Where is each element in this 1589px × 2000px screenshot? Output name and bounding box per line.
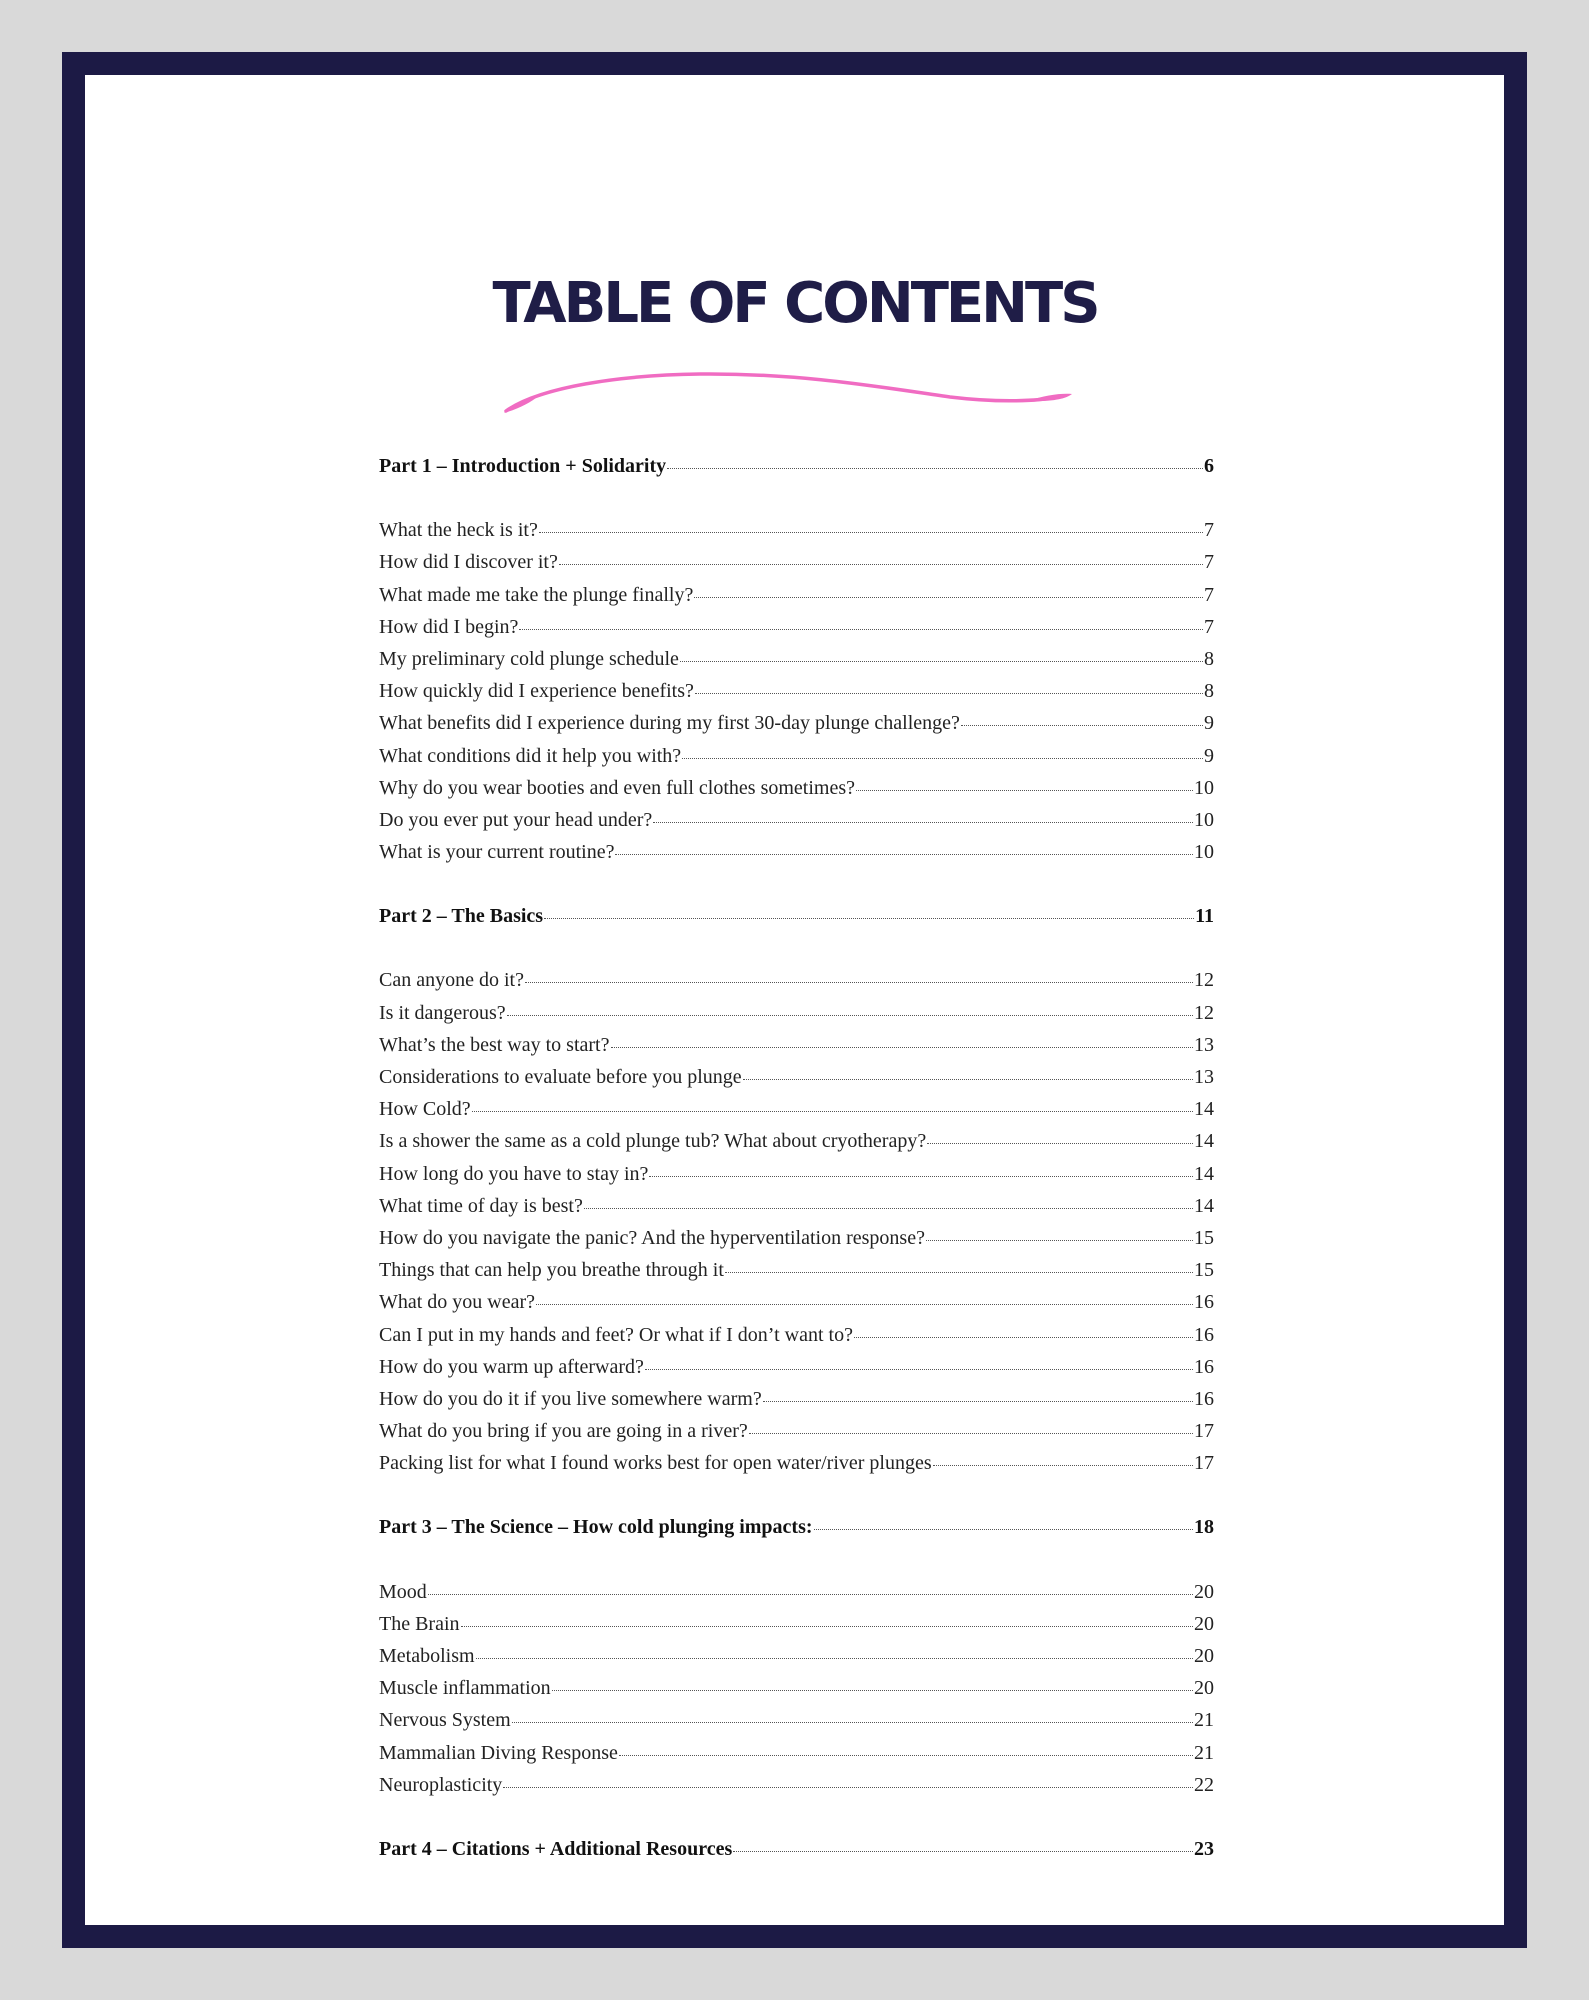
toc-part-heading[interactable] (379, 1516, 1214, 1548)
dot-leader (695, 693, 1203, 694)
toc-entry[interactable] (379, 1356, 1214, 1388)
dot-leader (649, 1176, 1193, 1177)
toc-page-number: 10 (1194, 841, 1214, 864)
toc-page-number: 15 (1194, 1226, 1214, 1249)
toc-page-number: 14 (1194, 1130, 1214, 1153)
toc-entry-title: How did I discover it? (379, 551, 558, 574)
toc-page-number: 16 (1194, 1323, 1214, 1346)
page-title: TABLE OF CONTENTS (492, 271, 1098, 336)
dot-leader (552, 1690, 1193, 1691)
dot-leader (539, 532, 1203, 533)
toc-entry[interactable] (379, 584, 1214, 616)
dot-leader (749, 1433, 1193, 1434)
toc-entry-title: Why do you wear booties and even full clothes sometimes? (379, 776, 855, 799)
dot-leader (743, 1079, 1193, 1080)
toc-entry[interactable] (379, 1742, 1214, 1774)
toc-page-number: 9 (1204, 712, 1214, 735)
dot-leader (428, 1594, 1193, 1595)
toc-entry-title: Muscle inflammation (379, 1677, 551, 1700)
toc-entry-title: What’s the best way to start? (379, 1033, 610, 1056)
dot-leader (525, 982, 1193, 983)
toc-page-number: 23 (1194, 1837, 1214, 1860)
toc-entry[interactable] (379, 1645, 1214, 1677)
dot-leader (584, 1208, 1193, 1209)
dot-leader (615, 854, 1193, 855)
dot-leader (961, 725, 1203, 726)
toc-entry-title: What is your current routine? (379, 841, 615, 864)
section-spacer (379, 1484, 1214, 1516)
toc-page-number: 15 (1194, 1259, 1214, 1282)
document-page (85, 75, 1504, 1925)
toc-entry[interactable] (379, 1195, 1214, 1227)
toc-page-number: 21 (1194, 1741, 1214, 1764)
dot-leader (472, 1111, 1193, 1112)
toc-page-number: 16 (1194, 1291, 1214, 1314)
toc-entry-title: Mammalian Diving Response (379, 1741, 618, 1764)
dot-leader (559, 564, 1203, 565)
toc-page-number: 18 (1194, 1516, 1214, 1539)
toc-entry-title: Things that can help you breathe through it (379, 1259, 724, 1282)
dot-leader (733, 1851, 1193, 1852)
toc-page-number: 20 (1194, 1612, 1214, 1635)
toc-entry[interactable] (379, 1388, 1214, 1420)
dot-leader (544, 918, 1194, 919)
toc-entry-title: Metabolism (379, 1645, 475, 1667)
dot-leader (933, 1465, 1193, 1466)
section-spacer (379, 937, 1214, 969)
toc-entry[interactable] (379, 1259, 1214, 1291)
toc-entry-title: What made me take the plunge finally? (379, 583, 694, 606)
toc-page-number: 21 (1194, 1709, 1214, 1732)
toc-page-number: 10 (1194, 808, 1214, 831)
toc-entry-title: How long do you have to stay in? (379, 1162, 649, 1185)
toc-entry[interactable] (379, 1034, 1214, 1066)
toc-entry-title: Can anyone do it? (379, 969, 524, 992)
toc-entry-title: Neuroplasticity (379, 1773, 503, 1796)
toc-entry-title: What do you bring if you are going in a river? (379, 1420, 748, 1443)
toc-page-number: 16 (1194, 1387, 1214, 1410)
toc-entry-title: What the heck is it? (379, 519, 538, 542)
toc-page-number: 10 (1194, 776, 1214, 799)
dot-leader (512, 1722, 1193, 1723)
toc-entry[interactable] (379, 616, 1214, 648)
dot-leader (694, 597, 1203, 598)
toc-page-number: 13 (1194, 1033, 1214, 1056)
toc-entry[interactable] (379, 648, 1214, 680)
toc-entry[interactable] (379, 712, 1214, 744)
toc-page-number: 20 (1194, 1645, 1214, 1667)
toc-entry[interactable] (379, 1098, 1214, 1130)
toc-entry-title: How do you navigate the panic? And the hyperventilation response? (379, 1226, 925, 1249)
section-spacer (379, 1806, 1214, 1838)
toc-entry[interactable] (379, 1066, 1214, 1098)
dot-leader (725, 1272, 1193, 1273)
toc-page-number: 14 (1194, 1162, 1214, 1185)
toc-entry[interactable] (379, 745, 1214, 777)
toc-entry-title: How Cold? (379, 1098, 471, 1121)
toc-entry-title: What benefits did I experience during my first 30-day plunge challenge? (379, 712, 960, 735)
toc-entry[interactable] (379, 1677, 1214, 1709)
toc-entry-title: Part 4 – Citations + Additional Resources (379, 1837, 733, 1860)
toc-page-number: 20 (1194, 1580, 1214, 1603)
toc-entry-title: Mood (379, 1580, 427, 1603)
dot-leader (680, 661, 1203, 662)
dot-leader (619, 1755, 1193, 1756)
dot-leader (667, 468, 1203, 469)
toc-entry-title: My preliminary cold plunge schedule (379, 647, 679, 670)
toc-entry[interactable] (379, 1581, 1214, 1613)
dot-leader (927, 1143, 1193, 1144)
toc-entry[interactable] (379, 551, 1214, 583)
toc-entry[interactable] (379, 1130, 1214, 1162)
dot-leader (503, 1787, 1193, 1788)
dot-leader (507, 1015, 1193, 1016)
toc-entry[interactable] (379, 1002, 1214, 1034)
toc-entry-title: What do you wear? (379, 1291, 536, 1314)
toc-entry-title: The Brain (379, 1612, 460, 1635)
toc-part-heading[interactable] (379, 905, 1214, 937)
dot-leader (856, 790, 1193, 791)
toc-page-number: 17 (1194, 1420, 1214, 1443)
toc-page-number: 14 (1194, 1098, 1214, 1121)
toc-page-number: 16 (1194, 1355, 1214, 1378)
dot-leader (645, 1369, 1193, 1370)
toc-entry-title: What time of day is best? (379, 1194, 583, 1217)
toc-page-number: 8 (1204, 680, 1214, 703)
toc-page-number: 8 (1204, 647, 1214, 670)
toc-entry[interactable] (379, 1452, 1214, 1484)
dot-leader (926, 1240, 1193, 1241)
toc-entry[interactable] (379, 1163, 1214, 1195)
dot-leader (611, 1047, 1194, 1048)
toc-entry-title: How quickly did I experience benefits? (379, 680, 694, 703)
section-spacer (379, 873, 1214, 905)
toc-entry[interactable] (379, 1324, 1214, 1356)
toc-entry-title: Considerations to evaluate before you plunge (379, 1066, 742, 1088)
toc-page-number: 7 (1204, 583, 1214, 606)
decorative-swoosh (500, 365, 1100, 425)
dot-leader (461, 1626, 1193, 1627)
toc-entry[interactable] (379, 1291, 1214, 1323)
toc-entry-title: Packing list for what I found works best for open water/river plunges (379, 1452, 932, 1475)
dot-leader (814, 1529, 1193, 1530)
toc-entry-title: Part 3 – The Science – How cold plunging impacts: (379, 1516, 813, 1539)
toc-page-number: 7 (1204, 551, 1214, 574)
toc-entry[interactable] (379, 1709, 1214, 1741)
toc-entry-title: What conditions did it help you with? (379, 744, 682, 767)
toc-page-number: 7 (1204, 615, 1214, 638)
toc-page-number: 12 (1194, 1001, 1214, 1024)
toc-entry-title: Is a shower the same as a cold plunge tub? What about cryotherapy? (379, 1130, 927, 1153)
toc-page-number: 14 (1194, 1194, 1214, 1217)
toc-entry-title: Part 1 – Introduction + Solidarity (379, 455, 667, 477)
section-spacer (379, 1549, 1214, 1581)
toc-entry-title: Part 2 – The Basics (379, 905, 544, 928)
dot-leader (536, 1304, 1193, 1305)
toc-entry-title: How did I begin? (379, 615, 519, 638)
toc-part-heading[interactable] (379, 1838, 1214, 1870)
dot-leader (519, 629, 1203, 630)
table-of-contents (379, 455, 1214, 1870)
toc-page-number: 22 (1194, 1773, 1214, 1796)
toc-entry-title: How do you do it if you live somewhere warm? (379, 1387, 762, 1410)
toc-page-number: 17 (1194, 1452, 1214, 1475)
toc-page-number: 20 (1194, 1677, 1214, 1700)
dot-leader (476, 1658, 1193, 1659)
toc-page-number: 7 (1204, 519, 1214, 542)
toc-entry[interactable] (379, 1420, 1214, 1452)
toc-page-number: 12 (1194, 969, 1214, 992)
toc-entry-title: Nervous System (379, 1709, 511, 1732)
toc-entry[interactable] (379, 680, 1214, 712)
toc-page-number: 6 (1204, 455, 1214, 477)
toc-part-heading[interactable] (379, 455, 1214, 487)
toc-entry-title: How do you warm up afterward? (379, 1355, 644, 1378)
dot-leader (653, 822, 1193, 823)
dot-leader (854, 1337, 1193, 1338)
toc-entry[interactable] (379, 969, 1214, 1001)
page-border (62, 52, 1527, 1948)
toc-page-number: 9 (1204, 744, 1214, 767)
toc-page-number: 13 (1194, 1066, 1214, 1088)
toc-entry[interactable] (379, 841, 1214, 873)
toc-entry[interactable] (379, 1613, 1214, 1645)
dot-leader (682, 758, 1203, 759)
toc-entry[interactable] (379, 519, 1214, 551)
toc-entry-title: Is it dangerous? (379, 1001, 506, 1024)
section-spacer (379, 487, 1214, 519)
toc-entry[interactable] (379, 809, 1214, 841)
toc-entry-title: Can I put in my hands and feet? Or what if I don’t want to? (379, 1323, 853, 1346)
toc-entry[interactable] (379, 777, 1214, 809)
toc-page-number: 11 (1195, 905, 1214, 928)
toc-entry-title: Do you ever put your head under? (379, 808, 653, 831)
toc-entry[interactable] (379, 1227, 1214, 1259)
toc-entry[interactable] (379, 1774, 1214, 1806)
dot-leader (763, 1401, 1193, 1402)
